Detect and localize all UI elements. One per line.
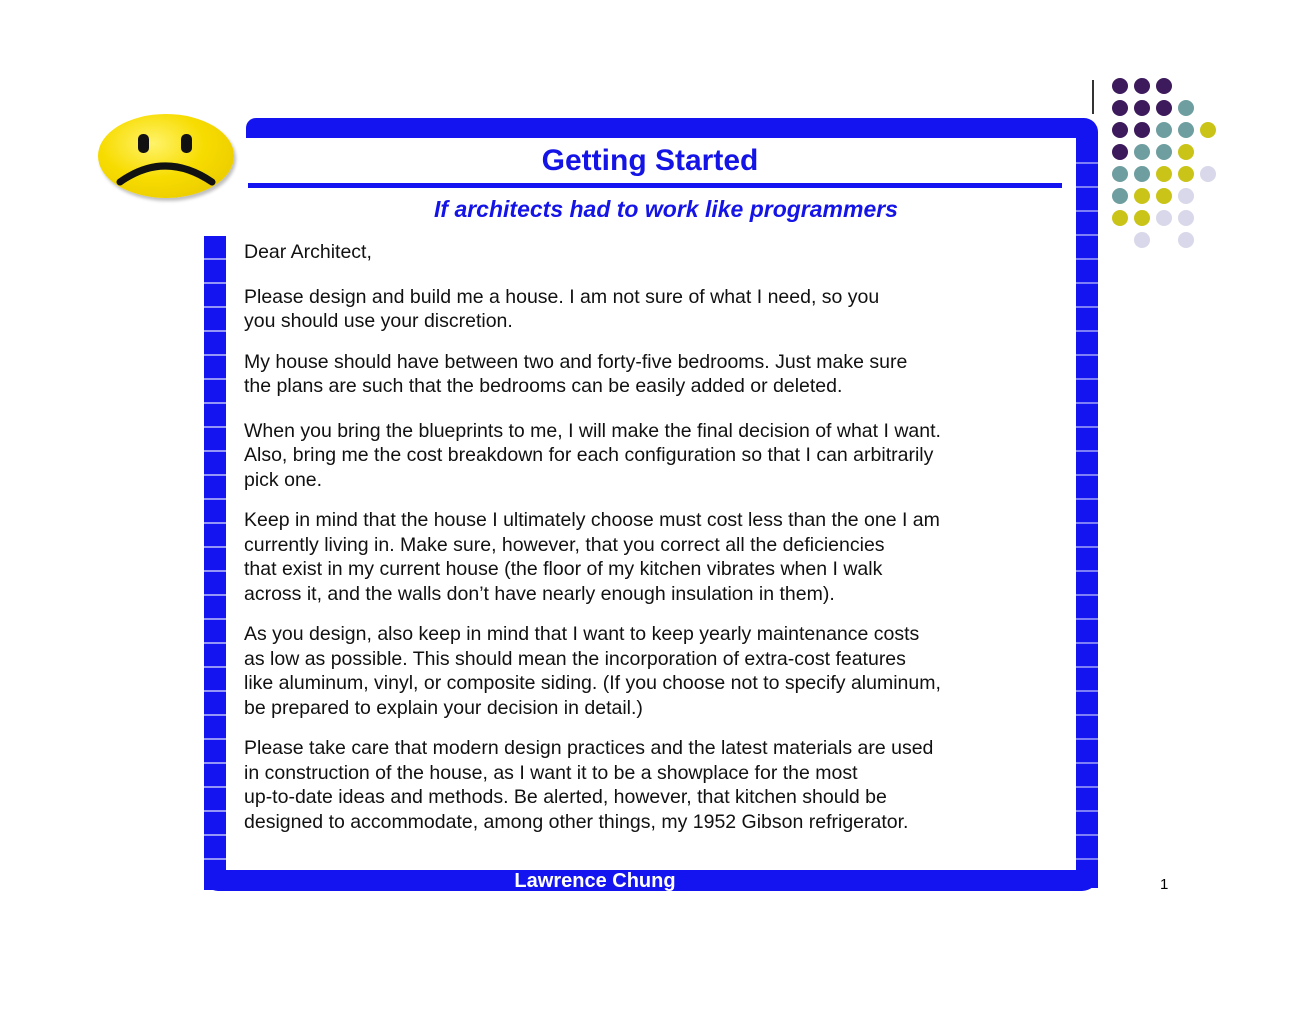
letter-greeting: Dear Architect,: [244, 241, 372, 263]
dot: [1156, 122, 1172, 138]
dot: [1178, 210, 1194, 226]
dot: [1112, 210, 1128, 226]
letter-paragraph: [244, 622, 1074, 720]
text-line: you should use your discretion.: [244, 310, 513, 332]
dot: [1178, 144, 1194, 160]
dot: [1156, 144, 1172, 160]
dot: [1200, 166, 1216, 182]
text-line: My house should have between two and forty-five bedrooms. Just make sure: [244, 350, 908, 373]
dot: [1156, 210, 1172, 226]
dot: [1156, 166, 1172, 182]
text-line: Please design and build me a house. I am not sure of what I need, so you: [244, 285, 880, 308]
text-line: currently living in. Make sure, however, that you correct all the deficiencies: [244, 533, 885, 556]
dot: [1112, 78, 1128, 94]
text-line: As you design, also keep in mind that I want to keep yearly maintenance costs: [244, 623, 920, 645]
dot: [1156, 100, 1172, 116]
letter-paragraph: [244, 350, 1074, 399]
dot: [1200, 122, 1216, 138]
dot: [1112, 188, 1128, 204]
dot: [1112, 166, 1128, 182]
divider-line: [1092, 80, 1094, 114]
text-line: like aluminum, vinyl, or composite siding. (If you choose not to specify aluminum,: [244, 672, 941, 694]
text-line: up-to-date ideas and methods. Be alerted, however, that kitchen should be: [244, 786, 887, 808]
text-line: be prepared to explain your decision in detail.): [244, 696, 643, 719]
dot: [1156, 188, 1172, 204]
text-line: in construction of the house, as I want it to be a showplace for the most: [244, 761, 858, 784]
title-underline: [248, 183, 1062, 188]
dot: [1134, 210, 1150, 226]
dot: [1134, 166, 1150, 182]
dot: [1134, 100, 1150, 116]
text-line: the plans are such that the bedrooms can be easily added or deleted.: [244, 375, 843, 397]
dot: [1134, 122, 1150, 138]
dot: [1178, 122, 1194, 138]
footer-author: Lawrence Chung: [514, 870, 676, 892]
letter-body: [244, 240, 1074, 834]
dot: [1178, 166, 1194, 182]
text-line: Keep in mind that the house I ultimately choose must cost less than the one I am: [244, 509, 940, 531]
letter-paragraph: [244, 285, 1074, 334]
dot: [1156, 78, 1172, 94]
slide-title: Getting Started: [541, 144, 759, 177]
decorative-dot-grid: [1112, 76, 1232, 256]
frame-left-lines: [204, 236, 226, 868]
dot: [1134, 144, 1150, 160]
text-line: When you bring the blueprints to me, I will make the final decision of what I want.: [244, 419, 941, 442]
dot: [1178, 188, 1194, 204]
dot: [1112, 144, 1128, 160]
dot: [1178, 100, 1194, 116]
dot: [1112, 122, 1128, 138]
text-line: Also, bring me the cost breakdown for each configuration so that I can arbitrarily: [244, 444, 934, 466]
dot: [1134, 232, 1150, 248]
letter-paragraph: [244, 419, 1074, 493]
dot: [1112, 100, 1128, 116]
letter-paragraph: [244, 736, 1074, 834]
page-number: 1: [1160, 876, 1169, 893]
frame-right-lines: [1076, 140, 1098, 868]
sad-face-icon: [98, 114, 234, 198]
text-line: that exist in my current house (the floor of my kitchen vibrates when I walk: [244, 558, 883, 580]
dot: [1134, 78, 1150, 94]
dot: [1178, 232, 1194, 248]
slide-subtitle: If architects had to work like programmers: [434, 196, 898, 222]
text-line: as low as possible. This should mean the incorporation of extra-cost features: [244, 647, 906, 670]
text-line: Please take care that modern design practices and the latest materials are used: [244, 737, 934, 759]
text-line: across it, and the walls don’t have nearly enough insulation in them).: [244, 582, 835, 605]
dot: [1134, 188, 1150, 204]
text-line: designed to accommodate, among other things, my 1952 Gibson refrigerator.: [244, 810, 909, 833]
letter-paragraph: [244, 508, 1074, 606]
text-line: pick one.: [244, 468, 323, 491]
frame-top: [246, 118, 1084, 138]
